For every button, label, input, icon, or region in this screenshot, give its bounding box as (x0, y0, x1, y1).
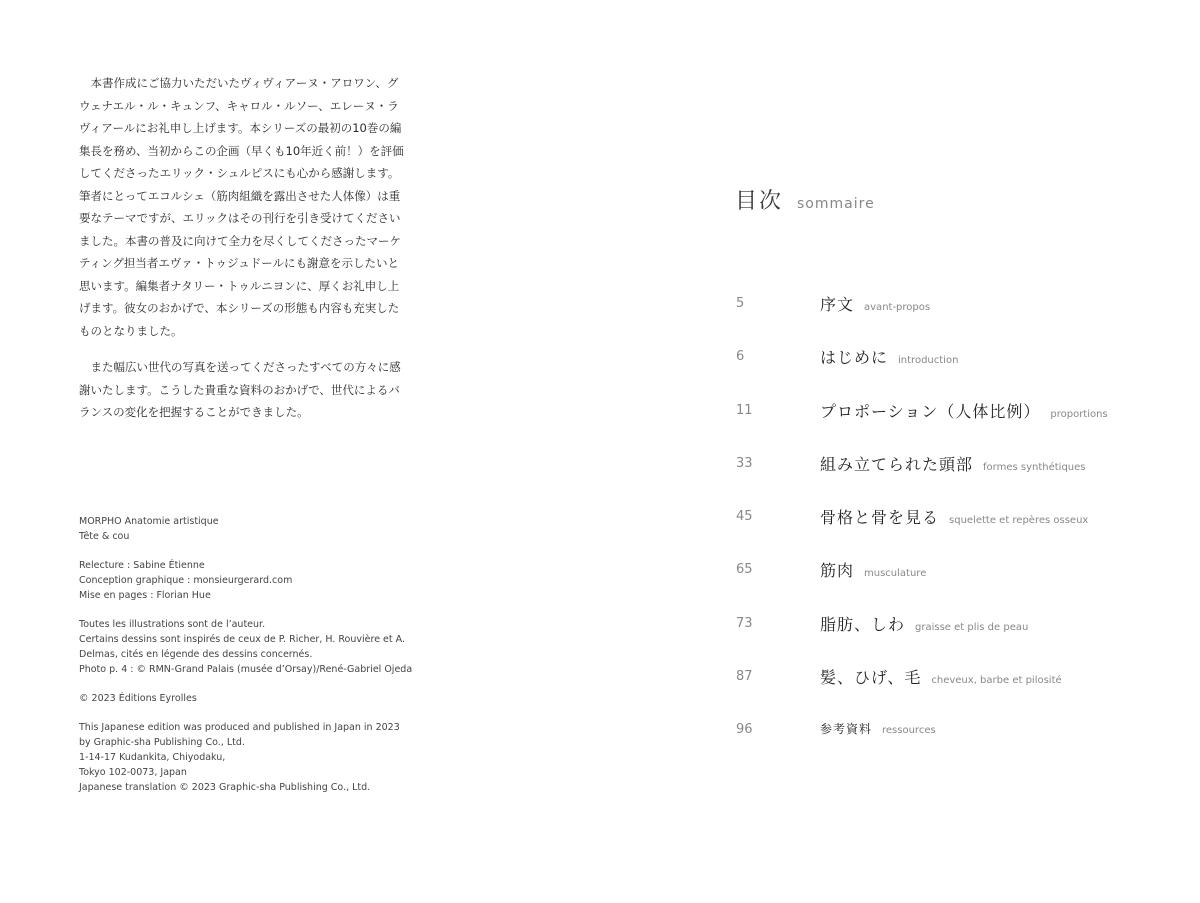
toc-entry-title-jp: 筋肉 (820, 561, 855, 581)
colophon-line: This Japanese edition was produced and published in Japan in 2023 (79, 722, 400, 733)
colophon-block-japanese-edition (79, 720, 439, 795)
colophon-block-title (79, 514, 439, 544)
toc-entry-title-jp: 髪、ひげ、毛 (820, 668, 922, 688)
toc-entry-title-fr: musculature (864, 568, 927, 580)
toc-page-number: 73 (736, 615, 753, 631)
colophon (79, 514, 439, 809)
acknowledgement-paragraph: 本書作成にご協力いただいたヴィヴィアーヌ・アロワン、グウェナエル・ル・キュンフ、キャロル・ルソー、エレーヌ・ラヴィアールにお礼申し上げます。本シリーズの最初の10巻の編集長を務め、当初からこの企画（早くも10年近く前！）を評価してくださったエリック・シュルピスにも心から感謝します。筆者にとってエコルシェ（筋肉組織を露出させた人体像）は重要なテーマですが、エリックはその刊行を引き受けてくださいました。本書の普及に向けて全力を尽くしてくださったマーケティング担当者エヴァ・トゥジュドールにも謝意を示したいと思います。編集者ナタリー・トゥルニヨンに、厚くお礼申し上げます。彼女のおかげで、本シリーズの形態も内容も充実したものとなりました。 (79, 76, 404, 338)
toc-entry[interactable] (736, 708, 1176, 761)
colophon-line: Tokyo 102-0073, Japan (79, 767, 187, 778)
toc-page-number: 87 (736, 669, 753, 685)
colophon-line: Delmas, cités en légende des dessins concernés. (79, 649, 313, 660)
toc-entry[interactable] (736, 548, 1176, 601)
colophon-line: Photo p. 4 : © RMN-Grand Palais (musée d’Orsay)/René-Gabriel Ojeda (79, 664, 413, 675)
colophon-block-staff (79, 558, 439, 603)
toc-entry-title-jp: プロポーション（人体比例） (820, 401, 1041, 421)
toc-entry-title-fr: avant-propos (864, 302, 931, 313)
colophon-line: Toutes les illustrations sont de l’auteur. (79, 619, 266, 630)
colophon-line: Tête & cou (79, 531, 130, 542)
toc-entry[interactable] (736, 389, 1176, 442)
colophon-block-copyright (79, 691, 439, 706)
toc-page-number: 65 (736, 562, 753, 578)
toc-page-number: 5 (736, 296, 745, 311)
toc-title-fr: sommaire (797, 196, 875, 212)
colophon-line: by Graphic-sha Publishing Co., Ltd. (79, 737, 245, 748)
toc-entry-title-fr: introduction (898, 355, 959, 367)
colophon-line: MORPHO Anatomie artistique (79, 516, 219, 527)
colophon-line: 1-14-17 Kudankita, Chiyodaku, (79, 752, 226, 763)
toc-page-number: 96 (736, 722, 753, 738)
toc-entry[interactable] (736, 282, 1176, 335)
colophon-line: © 2023 Éditions Eyrolles (79, 693, 197, 704)
colophon-line: Japanese translation © 2023 Graphic-sha Publishing Co., Ltd. (79, 782, 371, 793)
acknowledgement-paragraph: また幅広い世代の写真を送ってくださったすべての方々に感謝いたします。こうした貴重な資料のおかげで、世代によるバランスの変化を把握することができました。 (79, 360, 401, 419)
toc-entry-title-jp: 脂肪、しわ (820, 614, 906, 634)
colophon-line: Certains dessins sont inspirés de ceux de P. Richer, H. Rouvière et A. (79, 634, 405, 645)
toc-entry[interactable] (736, 655, 1176, 708)
colophon-block-illustrations (79, 617, 439, 677)
toc-page-number: 11 (736, 402, 753, 418)
toc-entry-title-fr: proportions (1050, 408, 1108, 420)
toc-entry-title-fr: squelette et repères osseux (949, 515, 1089, 527)
toc-page-number: 33 (736, 455, 753, 471)
toc-entry[interactable] (736, 495, 1176, 548)
toc-entry-title-jp: 序文 (820, 295, 855, 314)
acknowledgements (79, 72, 409, 438)
colophon-line: Mise en pages : Florian Hue (79, 590, 211, 601)
colophon-line: Conception graphique : monsieurgerard.com (79, 575, 293, 586)
toc-page-number: 45 (736, 509, 753, 525)
toc-entry-title-jp: 骨格と骨を見る (820, 508, 940, 528)
toc-entry-title-jp: はじめに (820, 348, 889, 368)
right-page (600, 0, 1200, 903)
toc-entry-title-fr: cheveux, barbe et pilosité (931, 675, 1062, 687)
toc-entry[interactable] (736, 335, 1176, 388)
toc-page-number: 6 (736, 349, 745, 365)
toc-entry-title-jp: 参考資料 (820, 722, 873, 737)
table-of-contents (736, 282, 1176, 762)
toc-entry-title-fr: graisse et plis de peau (915, 621, 1029, 633)
toc-title-jp: 目次 (735, 189, 784, 214)
toc-entry[interactable] (736, 442, 1176, 495)
toc-entry-title-fr: formes synthétiques (983, 461, 1086, 473)
toc-entry[interactable] (736, 602, 1176, 655)
toc-entry-title-fr: ressources (882, 725, 936, 737)
toc-heading (735, 184, 875, 215)
colophon-line: Relecture : Sabine Étienne (79, 560, 205, 571)
toc-entry-title-jp: 組み立てられた頭部 (820, 454, 974, 474)
